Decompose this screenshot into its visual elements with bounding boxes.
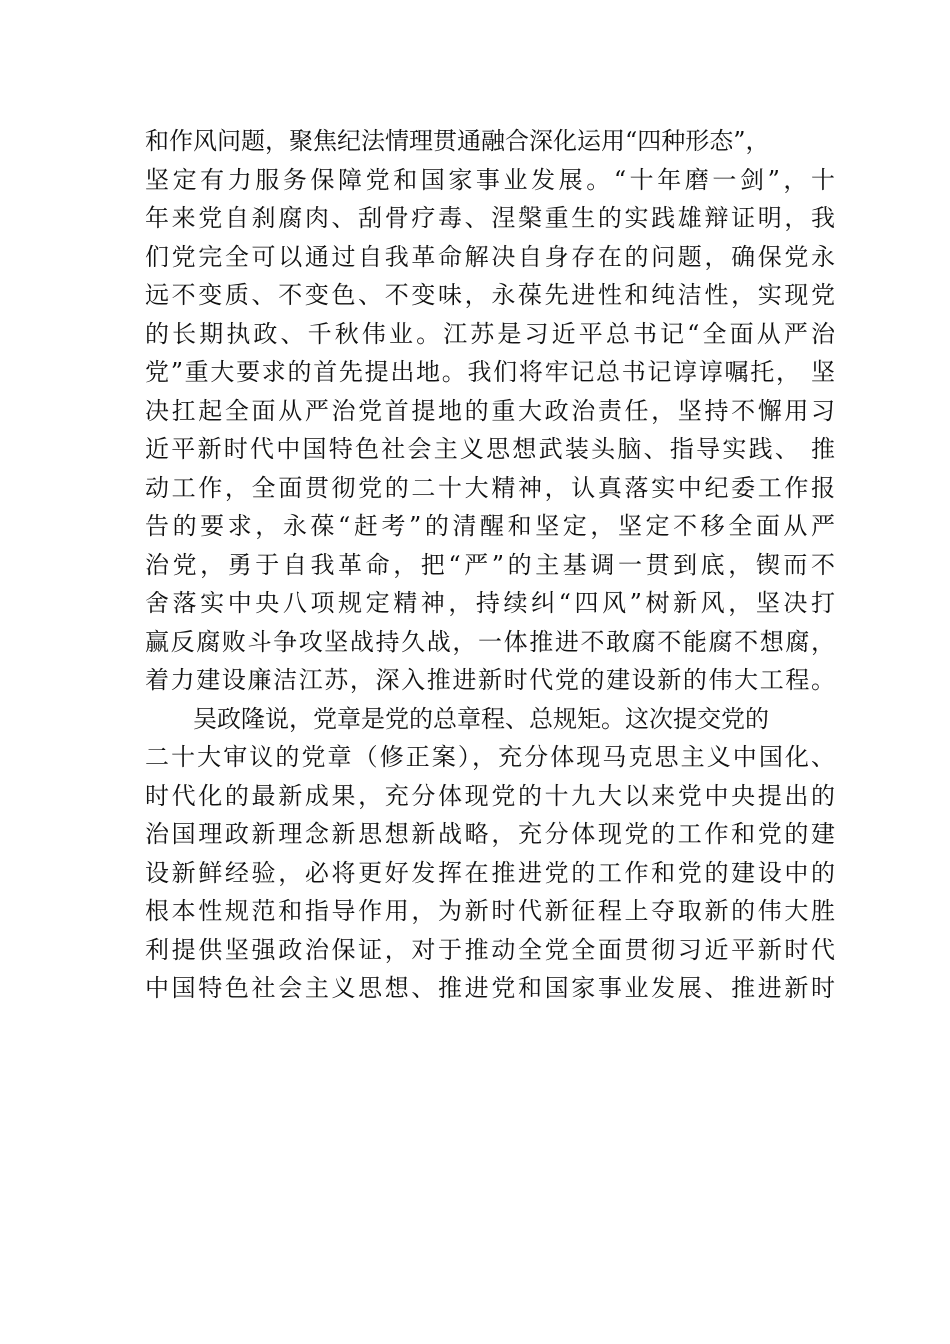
text-line: 远不变质、不变色、不变味，永葆先进性和纯洁性，实现党 xyxy=(145,281,835,309)
text-line: 党”重大要求的首先提出地。我们将牢记总书记谆谆嘱托， 坚 xyxy=(145,358,835,386)
text-line: 近平新时代中国特色社会主义思想武装头脑、指导实践、 推 xyxy=(145,435,835,463)
text-line: 中国特色社会主义思想、推进党和国家事业发展、推进新时 xyxy=(145,974,835,1002)
text-line: 和作风问题，聚焦纪法情理贯通融合深化运用“四种形态”， xyxy=(145,127,770,155)
text-line: 们党完全可以通过自我革命解决自身存在的问题，确保党永 xyxy=(145,242,835,271)
text-line: 年来党自刹腐肉、刮骨疗毒、涅槃重生的实践雄辩证明，我 xyxy=(145,204,835,232)
text-line: 根本性规范和指导作用，为新时代新征程上夺取新的伟大胜 xyxy=(145,897,835,925)
text-line: 动工作，全面贯彻党的二十大精神，认真落实中纪委工作报 xyxy=(145,473,835,502)
paragraph-2 xyxy=(145,700,835,1008)
text-line: 告的要求，永葆“赶考”的清醒和坚定，坚定不移全面从严 xyxy=(145,512,835,540)
text-line: 时代化的最新成果，充分体现党的十九大以来党中央提出的 xyxy=(145,781,835,810)
text-line: 坚定有力服务保障党和国家事业发展。“十年磨一剑”，十 xyxy=(145,165,835,194)
text-line: 决扛起全面从严治党首提地的重大政治责任，坚持不懈用习 xyxy=(145,396,835,425)
text-line: 治党，勇于自我革命，把“严”的主基调一贯到底，锲而不 xyxy=(145,550,835,579)
text-line: 着力建设廉洁江苏，深入推进新时代党的建设新的伟大工程。 xyxy=(145,666,835,694)
paragraph-1 xyxy=(145,122,835,700)
text-line: 治国理政新理念新思想新战略，充分体现党的工作和党的建 xyxy=(145,820,835,848)
text-line: 舍落实中央八项规定精神，持续纠“四风”树新风，坚决打 xyxy=(145,589,835,617)
text-line: 利提供坚强政治保证，对于推动全党全面贯彻习近平新时代 xyxy=(145,935,835,964)
text-line: 二十大审议的党章（修正案），充分体现马克思主义中国化、 xyxy=(145,743,835,771)
text-line: 吴政隆说，党章是党的总章程、总规矩。这次提交党的 xyxy=(193,704,769,733)
text-line: 的长期执政、千秋伟业。江苏是习近平总书记“全面从严治 xyxy=(145,319,835,348)
text-line: 设新鲜经验，必将更好发挥在推进党的工作和党的建设中的 xyxy=(145,858,835,887)
text-line: 赢反腐败斗争攻坚战持久战，一体推进不敢腐不能腐不想腐， xyxy=(145,627,835,656)
document-body xyxy=(145,122,835,1008)
